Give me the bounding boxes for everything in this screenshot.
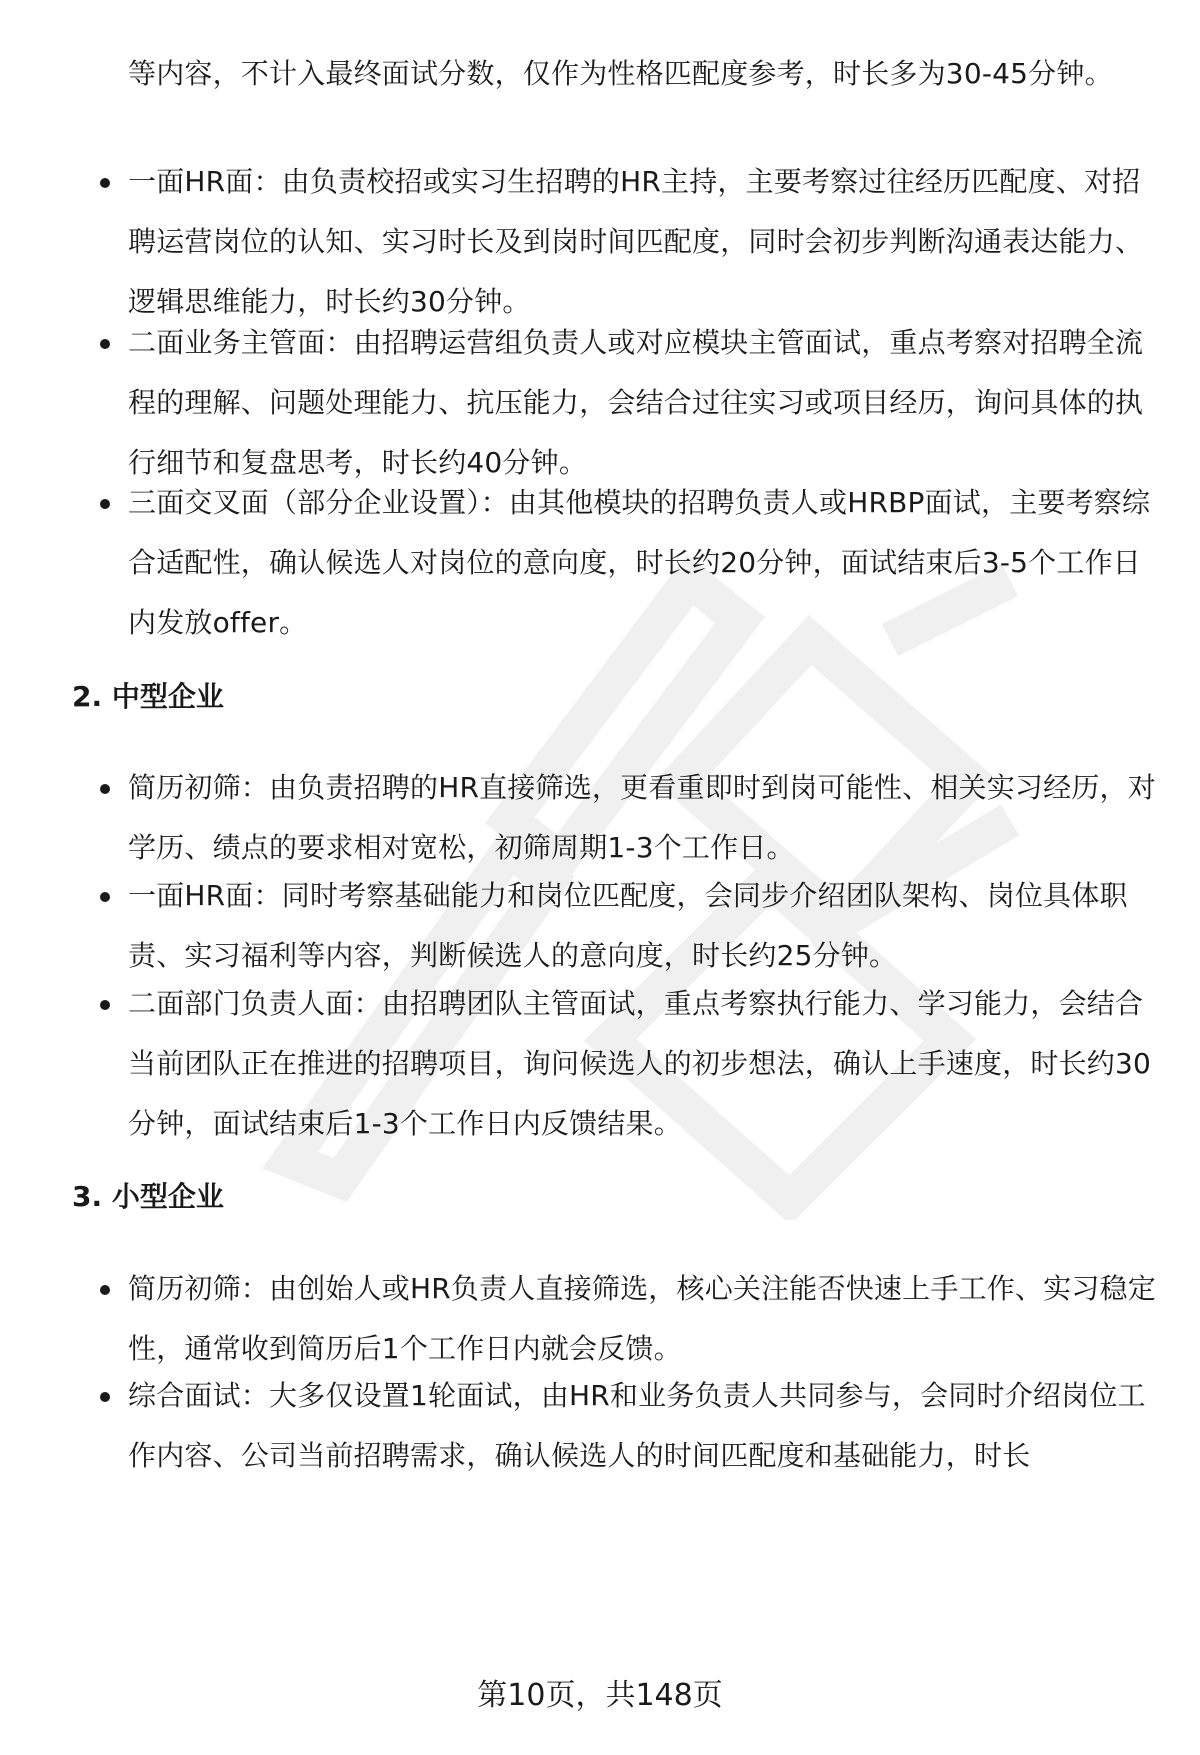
list-item-text: 二面部门负责人面：由招聘团队主管面试，重点考察执行能力、学习能力，会结合当前团队正在推进的招聘项目，询问候选人的初步想法，确认上手速度，时长约30分钟，面试结束后1-3个工作日内反馈结果。: [128, 987, 1152, 1140]
intro-continuation-text: 等内容，不计入最终面试分数，仅作为性格匹配度参考，时长多为30-45分钟。: [128, 57, 1113, 90]
bullet-icon: [100, 1392, 110, 1402]
list-item: [128, 313, 1158, 493]
bullet-icon: [100, 178, 110, 188]
bullet-icon: [100, 339, 110, 349]
list-item: [128, 974, 1158, 1154]
list-item-text: 简历初筛：由负责招聘的HR直接筛选，更看重即时到岗可能性、相关实习经历，对学历、绩点的要求相对宽松，初筛周期1-3个工作日。: [128, 771, 1156, 864]
section-heading: 2. 中型企业: [72, 680, 224, 713]
list-item-text: 综合面试：大多仅设置1轮面试，由HR和业务负责人共同参与，会同时介绍岗位工作内容、公司当前招聘需求，确认候选人的时间匹配度和基础能力，时长: [128, 1379, 1146, 1472]
list-item-text: 一面HR面：由负责校招或实习生招聘的HR主持，主要考察过往经历匹配度、对招聘运营岗位的认知、实习时长及到岗时间匹配度，同时会初步判断沟通表达能力、逻辑思维能力，时长约30分钟。: [128, 165, 1144, 318]
list-item-text: 一面HR面：同时考察基础能力和岗位匹配度，会同步介绍团队架构、岗位具体职责、实习福利等内容，判断候选人的意向度，时长约25分钟。: [128, 879, 1128, 972]
list-item-text: 二面业务主管面：由招聘运营组负责人或对应模块主管面试，重点考察对招聘全流程的理解、问题处理能力、抗压能力，会结合过往实习或项目经历，询问具体的执行细节和复盘思考，时长约40分钟。: [128, 326, 1144, 479]
bullet-icon: [100, 499, 110, 509]
list-item: [128, 1259, 1158, 1379]
bullet-icon: [100, 892, 110, 902]
list-item: [128, 473, 1158, 653]
bullet-icon: [100, 1285, 110, 1295]
page-number-footer: 第10页，共148页: [477, 1678, 723, 1713]
section-heading: 3. 小型企业: [72, 1180, 224, 1213]
list-item: [128, 1366, 1158, 1486]
list-item-text: 简历初筛：由创始人或HR负责人直接筛选，核心关注能否快速上手工作、实习稳定性，通常收到简历后1个工作日内就会反馈。: [128, 1272, 1156, 1365]
bullet-icon: [100, 1000, 110, 1010]
list-item: [128, 866, 1158, 986]
bullet-icon: [100, 784, 110, 794]
list-item: [128, 758, 1158, 878]
list-item: [128, 152, 1158, 332]
list-item-text: 三面交叉面（部分企业设置）：由其他模块的招聘负责人或HRBP面试，主要考察综合适配性，确认候选人对岗位的意向度，时长约20分钟，面试结束后3-5个工作日内发放offer。: [128, 486, 1151, 639]
